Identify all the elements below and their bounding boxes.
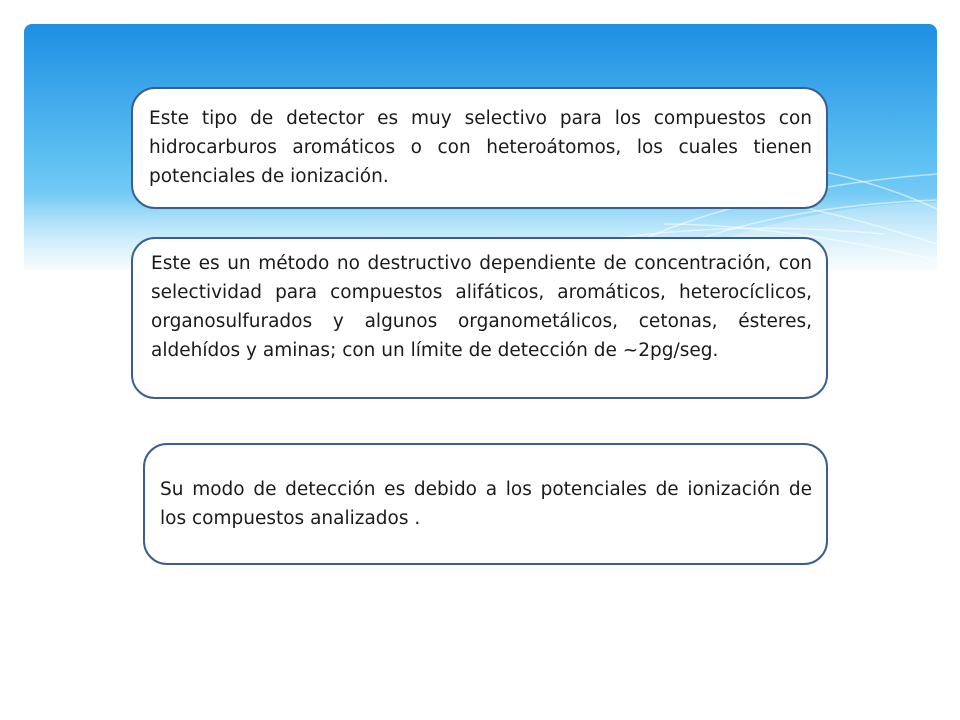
info-box-detection-mode-text: Su modo de detección es debido a los potenciales de ionización de los compuestos analizados .	[160, 479, 812, 529]
info-box-detection-mode	[143, 443, 828, 565]
info-box-method	[131, 237, 828, 399]
info-box-method-text: Este es un método no destructivo dependiente de concentración, con selectividad para compuestos alifáticos, aromáticos, heterocíclicos, organosulfurados y algunos organometálicos, cetonas, ésteres, aldehídos y aminas; con un límite de detección de ~2pg/seg.	[151, 253, 812, 361]
info-box-selectivity	[131, 87, 828, 209]
info-box-selectivity-text: Este tipo de detector es muy selectivo para los compuestos con hidrocarburos aromáticos o con heteroátomos, los cuales tienen potenciales de ionización.	[149, 108, 812, 187]
